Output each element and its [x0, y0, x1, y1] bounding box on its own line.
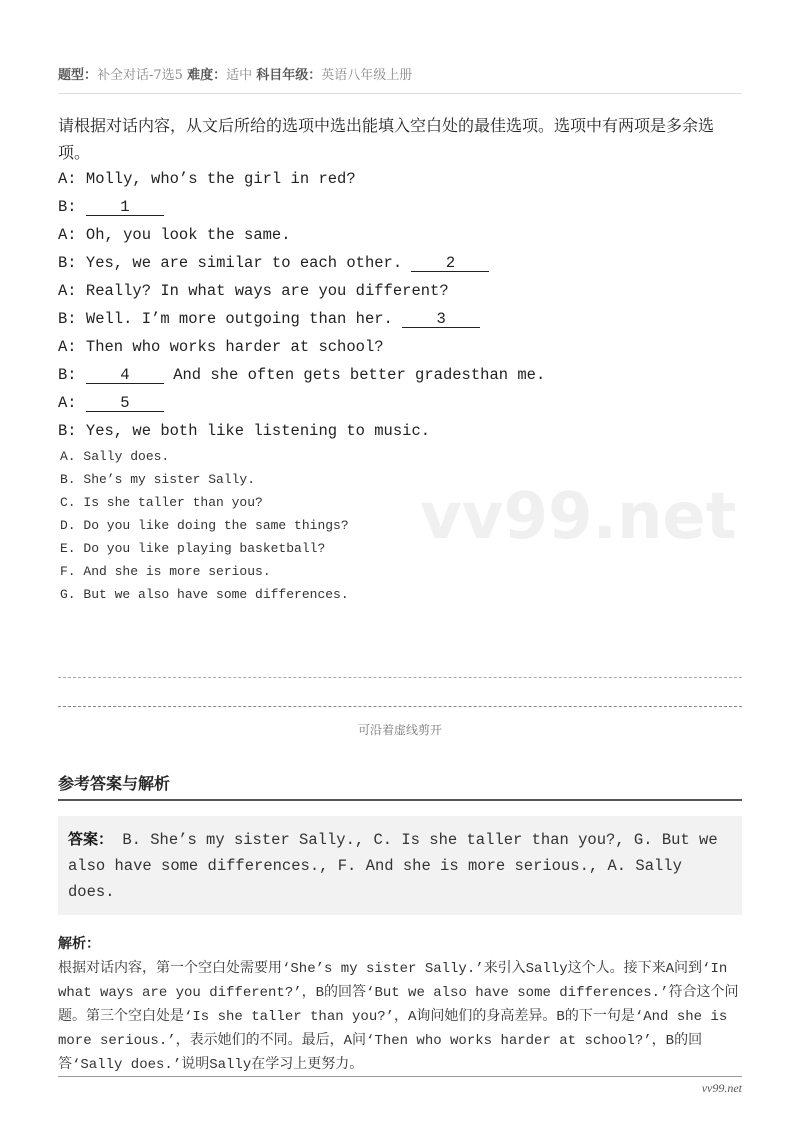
option-item: A. Sally does. [60, 449, 170, 464]
cut-line [58, 706, 742, 707]
dialogue-line [58, 422, 430, 440]
cut-note: 可沿着虚线剪开 [357, 723, 442, 737]
line-text: A: Then who works harder at school? [58, 338, 384, 356]
line-text: A: Oh, you look the same. [58, 226, 291, 244]
grade-label: 科目年级： [256, 68, 322, 83]
dialogue-line [58, 226, 291, 244]
line-text: A: [58, 394, 86, 412]
divider [58, 93, 742, 94]
answer-label: 答案： [68, 830, 114, 848]
answer-blank: 3 [402, 311, 480, 328]
watermark: vv99.net [420, 480, 737, 554]
dialogue-line [58, 394, 164, 412]
line-text: B: [58, 366, 86, 384]
footer-site: vv99.net [701, 1081, 742, 1095]
difficulty-label: 难度： [187, 68, 227, 83]
dialogue-line [58, 282, 449, 300]
option-item: G. But we also have some differences. [60, 587, 349, 602]
instruction: 请根据对话内容，从文后所给的选项中选出能填入空白处的最佳选项。选项中有两项是多余选项。 [58, 116, 715, 162]
heading-rule [58, 799, 742, 801]
line-text-after: And she often gets better gradesthan me. [163, 366, 546, 384]
dialogue-line [58, 338, 384, 356]
explanation-label: 解析： [58, 936, 100, 952]
answer-text: B. She’s my sister Sally., C. Is she taller than you?, G. But we also have some differences., F. And she is more serious., A. Sally does. [68, 831, 718, 901]
explanation-text: 根据对话内容，第一个空白处需要用‘She’s my sister Sally.’来引入Sally这个人。接下来A问到‘In what ways are you different?’，B的回答‘But we also have some differences.’符合这个问题。第三个空白处是‘Is she taller than you?’，A询问她们的身高差异。B的下一句是‘And she is more serious.’，表示她们的不同。最后，A问‘Then who works harder at school?’，B的回答‘Sally does.’说明Sally在学习上更努力。 [58, 961, 739, 1073]
option-item: D. Do you like doing the same things? [60, 518, 349, 533]
option-item: C. Is she taller than you? [60, 495, 263, 510]
dialogue-line [58, 170, 356, 188]
dialogue-line [58, 310, 480, 328]
type-label: 题型： [58, 68, 98, 83]
footer-rule [58, 1076, 742, 1077]
answer-heading: 参考答案与解析 [58, 774, 171, 793]
line-text: B: Well. I’m more outgoing than her. [58, 310, 403, 328]
answer-section [58, 816, 742, 1077]
dialogue-line [58, 198, 164, 216]
answer-blank: 4 [86, 367, 164, 384]
line-text: B: [58, 198, 86, 216]
question-meta [58, 64, 742, 83]
answer-box [58, 816, 742, 915]
grade-value: 英语八年级上册 [321, 68, 413, 83]
line-text: B: Yes, we are similar to each other. [58, 254, 412, 272]
dialogue-line [58, 366, 545, 384]
line-text: A: Molly, who’s the girl in red? [58, 170, 356, 188]
answer-blank: 1 [86, 199, 164, 216]
type-value: 补全对话-7选5 [97, 68, 183, 83]
dashed-divider [58, 677, 742, 678]
answer-blank: 5 [86, 395, 164, 412]
option-item: E. Do you like playing basketball? [60, 541, 326, 556]
difficulty-value: 适中 [226, 68, 253, 83]
answer-blank: 2 [411, 255, 489, 272]
line-text: B: Yes, we both like listening to music. [58, 422, 431, 440]
option-item: B. She’s my sister Sally. [60, 472, 256, 487]
line-text: A: Really? In what ways are you different? [58, 282, 449, 300]
dialogue-line [58, 254, 489, 272]
option-item: F. And she is more serious. [60, 564, 271, 579]
